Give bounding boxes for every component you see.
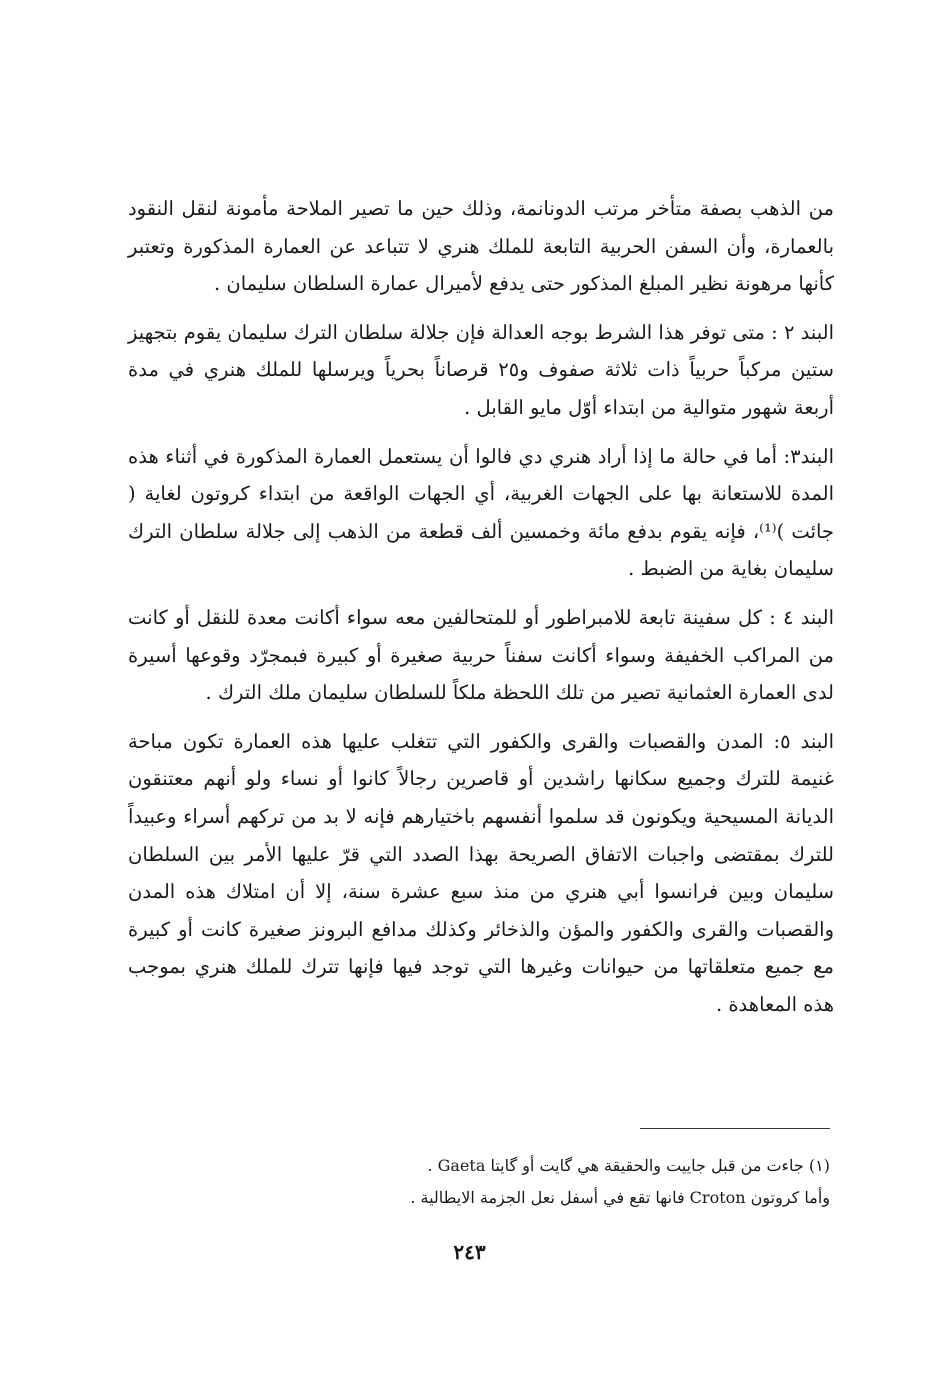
footnotes <box>290 1150 830 1214</box>
footnote-1: (١) جاءت من قبل جاييت والحقيقة هي گايت أو گايتا Gaeta . <box>427 1156 830 1175</box>
body-text <box>128 190 834 1034</box>
paragraph-clause-5: البند ٥: المدن والقصبات والقرى والكفور التي تتغلب عليها هذه العمارة تكون مباحة غنيمة للترك وجميع سكانها راشدين أو قاصرين رجالاً كانوا أو نساء ولو أنهم معتنقون الديانة المسيحية ويكونون قد سلموا أنفسهم باختيارهم فإنه لا بد من تركهم أسراء وعبيداً للترك بمقتضى واجبات الاتفاق الصريحة بهذا الصدد التي قرّ عليها الأمر بين السلطان سليمان وبين فرانسوا أبي هنري من منذ سبع عشرة سنة، إلا أن امتلاك هذه المدن والقصبات والقرى والكفور والمؤن والذخائر وكذلك مدافع البرونز صغيرة كانت أو كبيرة مع جميع متعلقاتها من حيوانات وغيرها التي توجد فيها فإنها تترك للملك هنري بموجب هذه المعاهدة . <box>128 729 834 1016</box>
page-number: ٢٤٣ <box>453 1240 486 1264</box>
paragraph-intro: من الذهب بصفة متأخر مرتب الدونانمة، وذلك حين ما تصير الملاحة مأمونة لنقل النقود بالعمارة، وأن السفن الحربية التابعة للملك هنري لا تتباعد عن العمارة المذكورة وتعتبر كأنها مرهونة نظير المبلغ المذكور حتى يدفع لأميرال عمارة السلطان سليمان . <box>128 197 834 296</box>
paragraph-clause-4: البند ٤ : كل سفينة تابعة للامبراطور أو للمتحالفين معه سواء أكانت معدة للنقل أو كانت من المراكب الخفيفة وسواء أكانت سفناً حربية صغيرة أو كبيرة فبمجرّد وقوعها أسيرة لدى العمارة العثمانية تصير من تلك اللحظة ملكاً للسلطان سليمان ملك الترك . <box>128 605 835 705</box>
footnote-1-continuation: وأما كروتون Croton فانها تقع في أسفل نعل الجزمة الايطالية . <box>410 1188 830 1207</box>
footnote-divider <box>640 1128 830 1129</box>
paragraph-clause-3: البند٣: أما في حالة ما إذا أراد هنري دي فالوا أن يستعمل العمارة المذكورة في أثناء هذه المدة للاستعانة بها على الجهات الغربية، أي الجهات الواقعة من ابتداء كروتون لغاية ( جائت )⁽¹⁾، فإنه يقوم بدفع مائة وخمسين ألف قطعة من الذهب إلى جلالة سلطان الترك سليمان بغاية من الضبط . <box>128 444 834 581</box>
paragraph-clause-2: البند ٢ : متى توفر هذا الشرط بوجه العدالة فإن جلالة سلطان الترك سليمان يقوم بتجهيز ستين مركباً حربياً ذات ثلاثة صفوف و٢٥ قرصاناً بحرياً ويرسلها للملك هنري في مدة أربعة شهور متوالية من ابتداء أوّل مايو القابل . <box>128 320 835 419</box>
